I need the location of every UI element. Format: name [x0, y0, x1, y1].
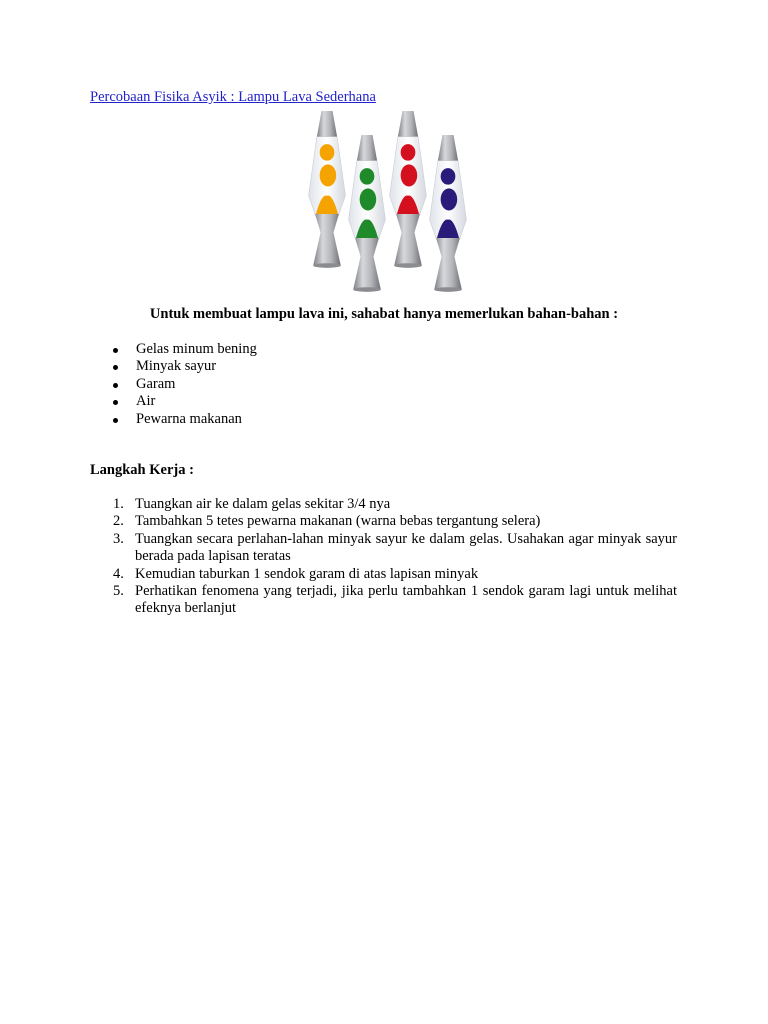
lava-lamps-image: [300, 107, 485, 307]
step-number: 1.: [113, 496, 124, 512]
step-text: Tuangkan air ke dalam gelas sekitar 3/4 nya: [135, 496, 391, 512]
step-number: 5.: [113, 583, 124, 600]
lava-lamp: [390, 111, 427, 268]
list-item: [90, 566, 677, 583]
lava-lamp: [430, 135, 467, 292]
steps-list: [90, 496, 677, 618]
materials-list: [110, 341, 257, 428]
lava-lamp: [349, 135, 386, 292]
step-number: 2.: [113, 513, 124, 530]
list-item: [90, 496, 677, 513]
step-text: Tuangkan secara perlahan-lahan minyak sayur ke dalam gelas. Usahakan agar minyak sayur berada pada lapisan teratas: [135, 530, 677, 565]
list-item: Garam: [110, 376, 257, 393]
step-text: Tambahkan 5 tetes pewarna makanan (warna bebas tergantung selera): [135, 513, 541, 530]
list-item: Gelas minum bening: [110, 341, 257, 358]
intro-text: Untuk membuat lampu lava ini, sahabat hanya memerlukan bahan-bahan :: [149, 306, 619, 322]
steps-heading: Langkah Kerja :: [90, 462, 194, 478]
list-item: [90, 583, 677, 618]
list-item: [90, 531, 677, 566]
step-text: Perhatikan fenomena yang terjadi, jika perlu tambahkan 1 sendok garam lagi untuk melihat efeknya berlanjut: [135, 583, 677, 617]
step-number: 3.: [113, 530, 124, 547]
list-item: [90, 513, 677, 530]
lava-lamp: [309, 111, 346, 268]
list-item: Pewarna makanan: [110, 411, 257, 428]
list-item: Minyak sayur: [110, 358, 257, 375]
title-link[interactable]: Percobaan Fisika Asyik : Lampu Lava Sederhana: [90, 89, 376, 105]
step-number: 4.: [113, 565, 124, 582]
list-item: Air: [110, 393, 257, 410]
step-text: Kemudian taburkan 1 sendok garam di atas lapisan minyak: [135, 565, 479, 582]
